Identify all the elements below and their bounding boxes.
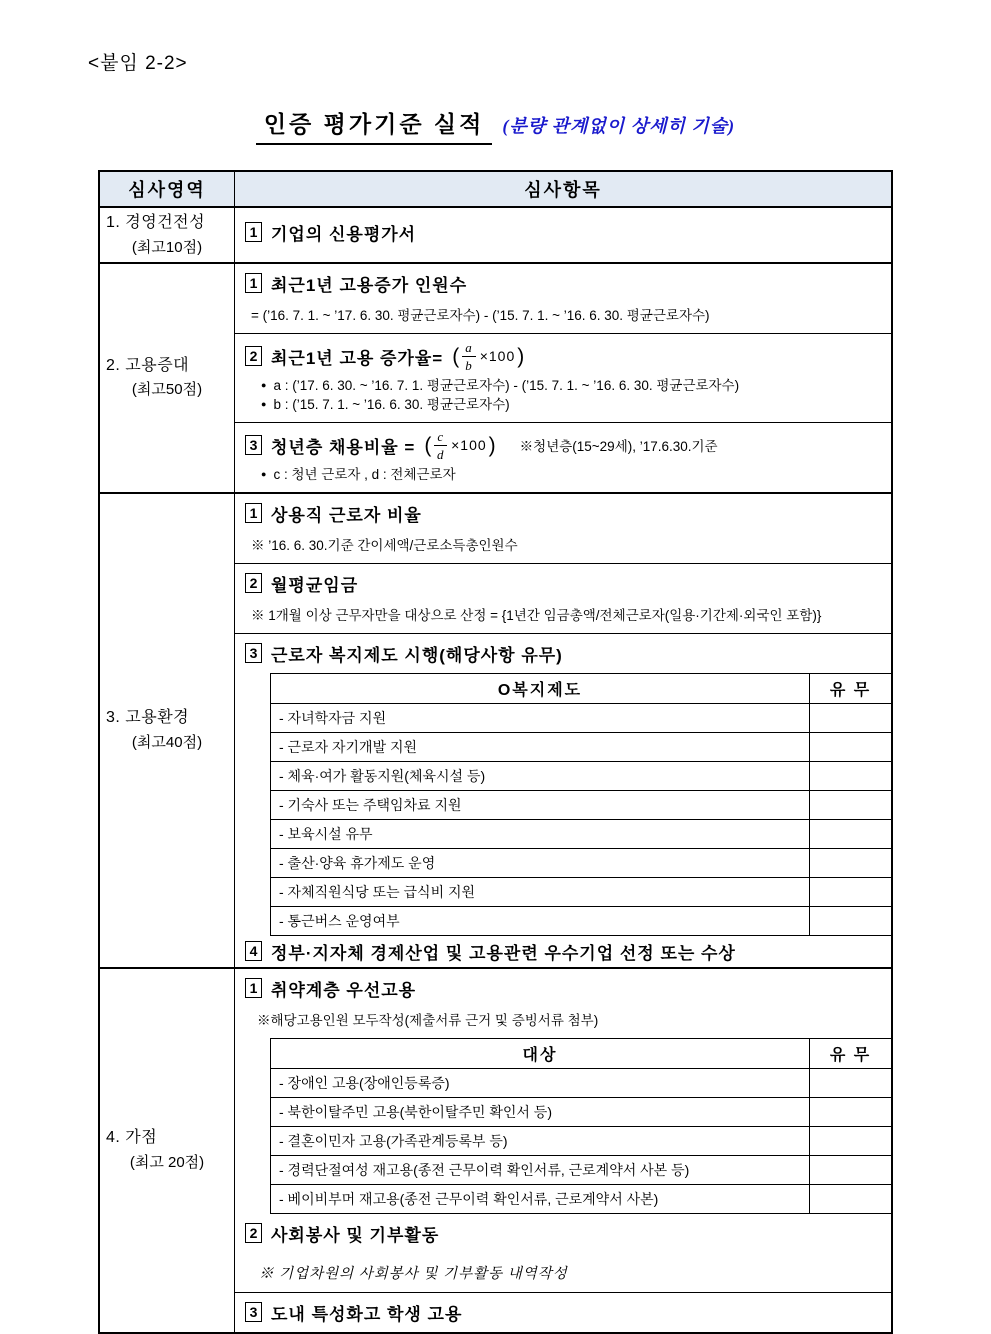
welfare-row: - 체육·여가 활동지원(체육시설 등): [271, 761, 891, 790]
welfare-row: - 보육시설 유무: [271, 819, 891, 848]
section-1-content: [235, 208, 891, 262]
youth-definition-note: ※청년층(15~29세), ’17.6.30.기준: [519, 439, 718, 455]
section-4-area-cell: [100, 969, 235, 1332]
item-number-box: 1: [245, 222, 262, 242]
item-employment-increase-count: [235, 264, 891, 333]
yesno-cell: [809, 762, 891, 790]
yesno-column-header: 유 무: [809, 1039, 891, 1068]
section-3-area-cell: [100, 494, 235, 967]
target-subtable: [270, 1038, 891, 1214]
definition-a: ● a : (’17. 6. 30. ~ ’16. 7. 1. 평균근로자수) - (’15. 7. 1. ~ ’16. 6. 30. 평균근로자수): [261, 376, 883, 396]
item-number-box: 2: [245, 346, 262, 366]
section-1-area-max: (최고10점): [131, 238, 203, 256]
item-number-box: 2: [245, 1223, 262, 1243]
yesno-column-header: 유 무: [809, 674, 891, 703]
target-row: - 결혼이민자 고용(가족관계등록부 등): [271, 1126, 891, 1155]
section-2-area-max: (최고50점): [131, 381, 203, 399]
page-title: 인증 평가기준 실적: [256, 106, 493, 145]
welfare-row: - 출산·양육 휴가제도 운영: [271, 848, 891, 877]
welfare-subtable: [270, 673, 891, 936]
item-number-box: 1: [245, 978, 262, 998]
section-3-area-max: (최고40점): [131, 733, 203, 751]
yesno-cell: [809, 704, 891, 732]
yesno-cell: [809, 1185, 891, 1213]
page-title-note: (분량 관계없이 상세히 기술): [502, 116, 736, 136]
welfare-row: - 통근버스 운영여부: [271, 906, 891, 935]
item-number-box: 1: [245, 503, 262, 523]
yesno-cell: [809, 1156, 891, 1184]
item-welfare-programs: [235, 633, 891, 673]
section-management-soundness: [100, 208, 891, 264]
welfare-row: - 자체직원식당 또는 급식비 지원: [271, 877, 891, 906]
item-note: ※ 1개월 이상 근무자만을 대상으로 산정 = {1년간 임금총액/전체근로자(일용·기간제·외국인 포함)}: [251, 607, 822, 623]
welfare-subtable-header: [271, 674, 891, 703]
item-title-text: 최근1년 고용 증가율=: [271, 348, 444, 368]
item-number-box: 2: [245, 573, 262, 593]
target-row: - 베이비부머 재고용(종전 근무이력 확인서류, 근로계약서 사본): [271, 1184, 891, 1213]
item-employment-growth-rate: [235, 333, 891, 422]
yesno-cell: [809, 791, 891, 819]
section-2-area-name: 2. 고용증대: [106, 356, 190, 374]
target-subtable-header: [271, 1039, 891, 1068]
item-number-box: 1: [245, 273, 262, 293]
item-title-text: 청년층 채용비율 =: [271, 437, 416, 457]
item-note: ※해당고용인원 모두작성(제출서류 근거 및 증빙서류 첨부): [257, 1012, 599, 1028]
target-row: - 장애인 고용(장애인등록증): [271, 1068, 891, 1097]
section-4-content: [235, 969, 891, 1332]
item-vocational-school-hiring: [235, 1292, 891, 1332]
section-employment-increase: [100, 264, 891, 494]
yesno-cell: [809, 878, 891, 906]
fraction-c-over-d: $\frac{c}{d}$: [434, 430, 447, 461]
target-row: - 경력단절여성 재고용(종전 근무이력 확인서류, 근로계약서 사본 등): [271, 1155, 891, 1184]
yesno-cell: [809, 849, 891, 877]
section-3-area-name: 3. 고용환경: [106, 709, 190, 727]
title-bar: [0, 106, 991, 145]
yesno-cell: [809, 1127, 891, 1155]
fraction-a-over-b: $\frac{a}{b}$: [462, 341, 476, 372]
item-title-text: 상용직 근로자 비율: [271, 505, 422, 525]
yesno-cell: [809, 907, 891, 935]
section-2-content: [235, 264, 891, 492]
formula-definitions: [261, 376, 883, 415]
column-header-area: 심사영역: [100, 172, 235, 206]
item-monthly-average-wage: [235, 563, 891, 633]
item-social-service-donation: [235, 1214, 891, 1292]
item-title-text: 취약계층 우선고용: [271, 980, 417, 1000]
section-4-area-name: 4. 가점: [106, 1129, 158, 1147]
section-employment-environment: [100, 494, 891, 969]
item-number-box: 3: [245, 643, 262, 663]
yesno-cell: [809, 820, 891, 848]
section-bonus-points: [100, 969, 891, 1332]
section-2-area-cell: [100, 264, 235, 492]
item-priority-hiring-vulnerable: [235, 969, 891, 1038]
item-note: ※ ’16. 6. 30.기준 간이세액/근로소득총인원수: [251, 537, 518, 553]
target-column-header: 대상: [522, 1046, 558, 1064]
definition-c-d: ● c : 청년 근로자 , d : 전체근로자: [261, 465, 883, 485]
evaluation-table: [98, 170, 893, 1334]
item-note-italic: ※ 기업차원의 사회봉사 및 기부활동 내역작성: [259, 1265, 568, 1282]
welfare-row: - 근로자 자기개발 지원: [271, 732, 891, 761]
item-title-text: 사회봉사 및 기부활동: [271, 1225, 440, 1245]
column-header-item: 심사항목: [524, 180, 602, 200]
item-number-box: 3: [245, 1302, 262, 1322]
yesno-cell: [809, 1098, 891, 1126]
item-number-box: 3: [245, 435, 262, 455]
welfare-row: - 기숙사 또는 주택임차료 지원: [271, 790, 891, 819]
item-formula: = (’16. 7. 1. ~ ’17. 6. 30. 평균근로자수) - (’15. 7. 1. ~ ’16. 6. 30. 평균근로자수): [251, 307, 710, 323]
growth-rate-formula: ( $\frac{a}{b}$ ×100 ): [452, 339, 526, 373]
table-header-row: [100, 172, 891, 208]
item-title-text: 근로자 복지제도 시행(해당사항 유무): [271, 645, 563, 665]
item-government-awards: [235, 936, 891, 967]
definition-b: ● b : (’15. 7. 1. ~ ’16. 6. 30. 평균근로자수): [261, 395, 883, 415]
welfare-column-header: O복지제도: [497, 681, 583, 699]
yesno-cell: [809, 733, 891, 761]
youth-ratio-formula: ( $\frac{c}{d}$ ×100 ): [424, 428, 497, 462]
yesno-cell: [809, 1069, 891, 1097]
item-regular-worker-ratio: [235, 494, 891, 563]
welfare-row: - 자녀학자금 지원: [271, 703, 891, 732]
target-row: - 북한이탈주민 고용(북한이탈주민 확인서 등): [271, 1097, 891, 1126]
item-title-text: 정부·지자체 경제산업 및 고용관련 우수기업 선정 또는 수상: [271, 943, 736, 963]
item-title-text: 도내 특성화고 학생 고용: [271, 1304, 463, 1324]
section-1-area-name: 1. 경영건전성: [106, 214, 206, 231]
section-3-content: [235, 494, 891, 967]
item-title-text: 최근1년 고용증가 인원수: [271, 275, 468, 295]
item-credit-report: [235, 208, 891, 256]
item-title-text: 기업의 신용평가서: [271, 224, 417, 244]
item-title-text: 월평균임금: [271, 575, 359, 595]
formula-definitions: [261, 465, 883, 485]
section-4-area-max: (최고 20점): [129, 1153, 205, 1171]
section-1-area-cell: [100, 208, 235, 262]
item-number-box: 4: [245, 941, 262, 961]
item-youth-hiring-ratio: [235, 422, 891, 492]
attachment-label: <붙임 2-2>: [88, 53, 188, 74]
